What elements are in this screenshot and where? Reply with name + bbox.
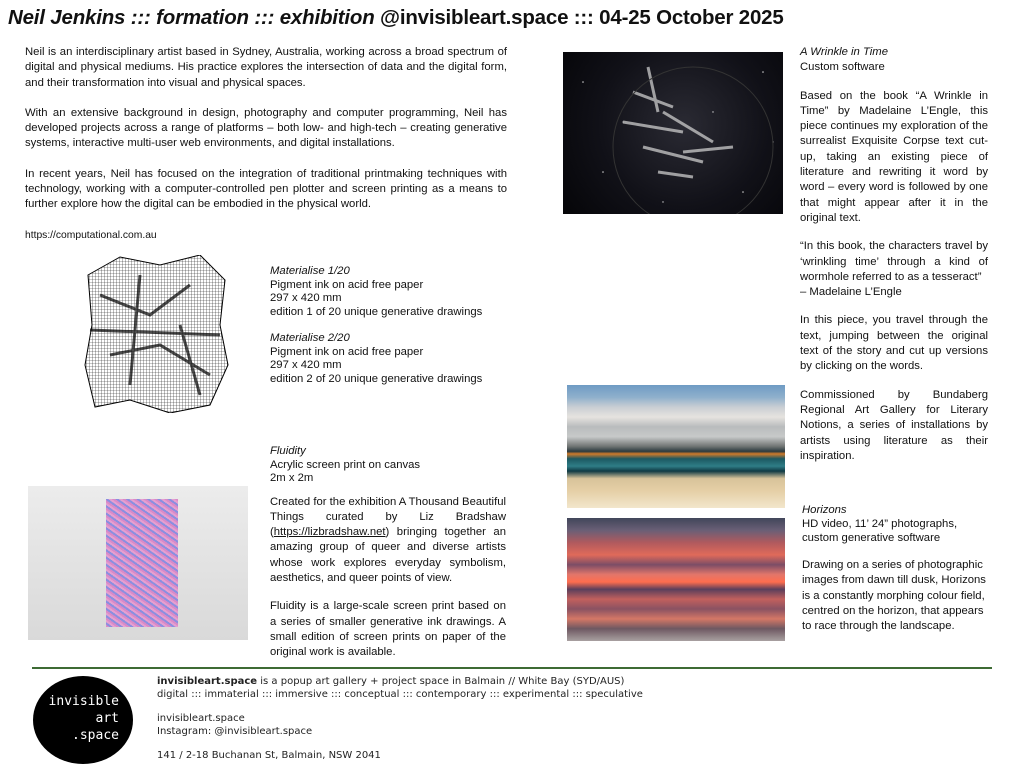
fluidity-text: Created for the exhibition A Thousand Beautiful Things curated by Liz Bradshaw ( <box>270 495 506 539</box>
fluidity-caption <box>270 445 506 675</box>
fluidity-print <box>106 499 178 627</box>
instagram-link[interactable]: Instagram: @invisibleart.space <box>157 725 313 737</box>
invisibleart-logo <box>33 676 133 764</box>
work-medium: Pigment ink on acid free paper <box>270 345 424 358</box>
materialise-artwork-image <box>80 255 230 413</box>
materialise-captions <box>270 265 510 386</box>
sep: ::: <box>125 6 157 29</box>
fluidity-text: Fluidity is a large-scale screen print based on a series of smaller generative ink drawings. A small edition of screen prints on paper of the original work is available. <box>270 600 506 659</box>
logo-text: invisible <box>48 694 119 709</box>
footer-info <box>157 676 643 763</box>
work-title: Fluidity <box>270 445 306 457</box>
work-edition: edition 2 of 20 unique generative drawings <box>270 372 483 385</box>
work-medium: HD video, 11’ 24” photographs, custom generative software <box>802 518 958 544</box>
work-size: 297 x 420 mm <box>270 292 342 304</box>
horizons-text: Drawing on a series of photographic images from dawn till dusk, Horizons is a constantly morphing colour field, centred on the horizon, that appears to race through the landscape. <box>802 559 986 633</box>
divider <box>32 667 992 669</box>
work-medium: Acrylic screen print on canvas <box>270 458 421 471</box>
sep: ::: <box>248 6 280 29</box>
work-edition: edition 1 of 20 unique generative drawings <box>270 305 483 318</box>
wrinkle-text: Commissioned by Bundaberg Regional Art Gallery for Literary Notions, a series of installations by artists using literature as their inspiration. <box>800 388 988 462</box>
bio-paragraph: With an extensive background in design, photography and computer programming, Neil has developed projects across a range of platforms – both low- and high-tech – creating generative systems, interactive multi-user web environments, and digital installations. <box>25 106 507 150</box>
show-kind: exhibition <box>279 6 375 29</box>
bio-paragraph: In recent years, Neil has focused on the integration of traditional printmaking techniques with technology, working with a computer-controlled pen plotter and screen printing as a means to further explore how the digital can be embodied in the physical world. <box>25 167 507 211</box>
artist-name: Neil Jenkins <box>8 6 126 29</box>
gallery-name: invisibleart.space <box>157 676 258 687</box>
logo-text: .space <box>72 728 119 743</box>
work-medium: Custom software <box>800 61 885 74</box>
show-name: formation <box>156 6 249 29</box>
work-title: Horizons <box>802 504 847 516</box>
gallery-website-link[interactable]: invisibleart.space <box>157 713 245 724</box>
fluidity-artwork-image <box>28 486 248 640</box>
work-title: A Wrinkle in Time <box>800 46 888 58</box>
artist-website-link[interactable]: https://computational.com.au <box>25 229 157 241</box>
wrinkle-in-time-image <box>563 52 783 214</box>
work-size: 297 x 420 mm <box>270 359 342 371</box>
work-title: Materialise 2/20 <box>270 332 350 344</box>
gallery-keywords: digital ::: immaterial ::: immersive ::: conceptual ::: contemporary ::: experimental ::: speculative <box>157 688 643 700</box>
horizons-image-1 <box>567 385 785 508</box>
venue-dates: @invisibleart.space ::: 04-25 October 2025 <box>374 6 784 29</box>
wrinkle-text: In this piece, you travel through the text, jumping between the original text of the story and cut up versions by clicking on the words. <box>800 314 988 373</box>
horizons-image-2 <box>567 518 785 641</box>
fluidity-text: ) bringing together an amazing group of queer and diverse artists whose work explores everyday symbolism, aesthetics, and queer points of view. <box>270 526 506 584</box>
bio-paragraph: Neil is an interdisciplinary artist based in Sydney, Australia, working across a broad spectrum of digital and physical mediums. His practice explores the intersection of data and the digital form, and their transformation into visual and physical spaces. <box>25 46 507 89</box>
horizons-caption <box>802 503 988 649</box>
page-title <box>8 6 784 30</box>
work-title: Materialise 1/20 <box>270 265 350 277</box>
wrinkle-caption <box>800 45 988 479</box>
gallery-address: 141 / 2-18 Buchanan St, Balmain, NSW 2041 <box>157 750 381 761</box>
artist-bio <box>25 45 507 243</box>
liz-bradshaw-link[interactable]: https://lizbradshaw.net <box>273 526 386 539</box>
quote-attribution: – Madelaine L’Engle <box>800 286 902 299</box>
logo-text: art <box>95 711 119 726</box>
work-size: 2m x 2m <box>270 472 314 484</box>
gallery-tagline: is a popup art gallery + project space in Balmain // White Bay (SYD/AUS) <box>257 676 625 687</box>
wrinkle-quote: “In this book, the characters travel by ‘wrinkling time’ through a kind of wormhole referred to as a tesseract” <box>800 240 988 283</box>
wrinkle-text: Based on the book “A Wrinkle in Time” by Madelaine L’Engle, this piece continues my exploration of the surrealist Exquisite Corpse text cut-up, taking an existing piece of literature and rewriting it word by word – every word is followed by one that might appear after it in the original text. <box>800 89 988 224</box>
work-medium: Pigment ink on acid free paper <box>270 278 424 291</box>
